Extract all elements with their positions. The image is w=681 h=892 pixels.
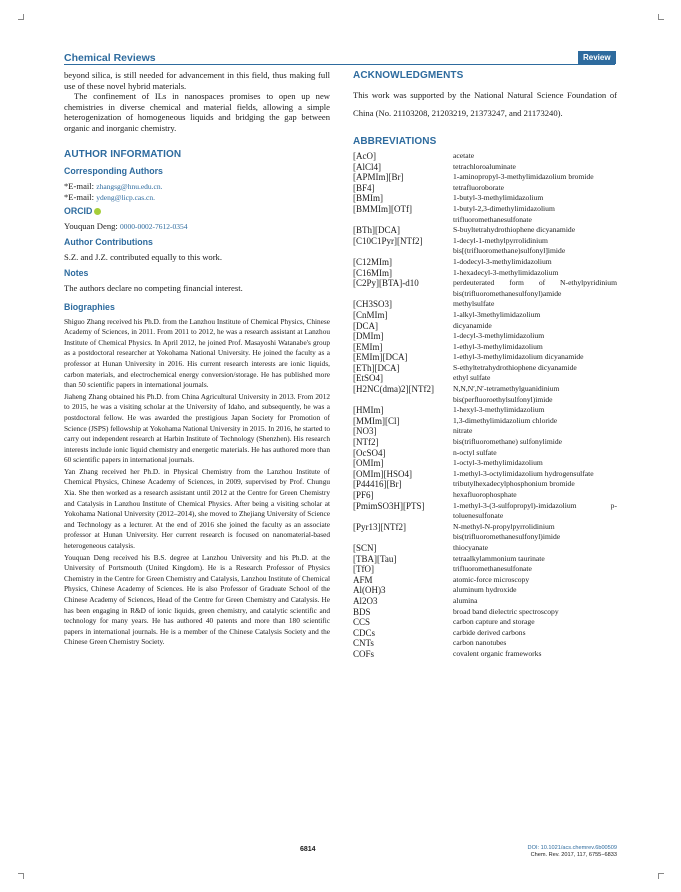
abbreviation-term: [BMMIm][OTf] — [353, 203, 412, 214]
abbreviation-definition: hexafluorophosphate — [453, 490, 517, 499]
abbreviation-definition: trifluoromethanesulfonate — [453, 564, 532, 574]
abbreviation-row — [353, 522, 617, 543]
footer-citation — [500, 845, 617, 859]
corresponding-authors-heading: Corresponding Authors — [64, 165, 163, 176]
abbreviation-row — [353, 278, 617, 299]
abbreviation-term: [P44416][Br] — [353, 479, 402, 490]
abbreviation-definition: atomic-force microscopy — [453, 574, 530, 584]
left-column — [64, 70, 330, 649]
abbreviation-term: [OMIm][HSO4] — [353, 468, 412, 479]
abbreviation-row — [353, 437, 617, 448]
abbreviation-definition: carbide derived carbons — [453, 627, 526, 637]
email-line-2 — [64, 192, 330, 203]
abbreviation-row — [353, 490, 617, 501]
abbreviation-row — [353, 405, 617, 416]
abbreviation-row — [353, 321, 617, 332]
abbreviation-row — [353, 596, 617, 607]
abbreviation-definition: perdeuterated form of N-ethylpyridinium bis(trifluoromethanesulfonyl)amide — [453, 278, 617, 298]
crop-mark — [658, 14, 664, 20]
abbreviation-definition: 1-hexyl-3-methylimidazolium — [453, 405, 545, 415]
abbreviation-term: [C16MIm] — [353, 267, 392, 278]
abbreviation-term: COFs — [353, 648, 375, 659]
abbreviation-definition: bis(trifluoromethane) sulfonylimide — [453, 437, 563, 447]
abbreviation-term: [C10C1Pyr][NTf2] — [353, 235, 423, 246]
email-link-2[interactable]: ydeng@licp.cas.cn. — [96, 192, 155, 202]
abbreviations-list — [353, 151, 617, 660]
abbreviation-row — [353, 299, 617, 310]
intro-paragraph-2: The confinement of ILs in nanospaces promises to open up new chemistries in diverse chemical and material fields, allowing a simple heterogenization of homogeneous liquids and bridging the gap between organic and inorganic chemistry. — [64, 91, 330, 133]
abbreviation-definition: 1-aminopropyl-3-methylimidazolium bromide — [453, 172, 594, 182]
author-contributions-heading: Author Contributions — [64, 236, 153, 247]
orcid-label: ORCID — [64, 205, 93, 216]
abbreviation-row — [353, 617, 617, 628]
abbreviation-term: [TBA][Tau] — [353, 553, 397, 564]
abbreviation-term: [EMIm] — [353, 341, 383, 352]
acknowledgments-heading: ACKNOWLEDGMENTS — [353, 70, 464, 81]
abbreviation-definition: dicyanamide — [453, 320, 492, 330]
abbreviation-row — [353, 479, 617, 490]
email-line-1 — [64, 181, 330, 192]
abbreviation-term: [CnMIm] — [353, 309, 388, 320]
abbreviation-definition: 1-butyl-3-methylimidazolium — [453, 193, 544, 203]
abbreviation-definition: N,N,N′,N′-tetramethylguanidinium bis(perfluoroethylsulfonyl)imide — [453, 384, 560, 404]
abbreviation-row — [353, 458, 617, 469]
crop-mark — [18, 14, 24, 20]
abbreviation-definition: covalent organic frameworks — [453, 648, 542, 658]
crop-mark — [18, 873, 24, 879]
abbreviation-definition: methylsulfate — [453, 299, 495, 309]
abbreviation-row — [353, 363, 617, 374]
abbreviation-term: [BTh][DCA] — [353, 225, 400, 236]
abbreviation-definition: 1-methyl-3-octylimidazolium hydrogensulfate — [453, 468, 594, 478]
abbreviation-term: [PF6] — [353, 490, 374, 500]
biography-paragraph: Jiaheng Zhang obtained his Ph.D. from China Agricultural University in 2013. From 2012 to 2015, he was a visiting scholar at the University of Idaho, and subsequently, he was a postdoctoral fellow. He was awarded the prestigious Japan Society for Promotion of Science (JSPS) fellowship at Yokohama National University in 2015. In 2016, he started to carry out independent research at Harbin Institute of Technology (Shenzhen). His research interests include ionic liquid chemistry and energetic materials. He has authored more than 60 scientific papers in international journals. — [64, 391, 330, 465]
abbreviation-term: [CH3SO3] — [353, 299, 393, 310]
abbreviation-definition: carbon nanotubes — [453, 638, 507, 648]
orcid-icon — [94, 208, 101, 215]
intro-paragraph-1: beyond silica, is still needed for advancement in this field, thus making full use of these novel hybrid materials. — [64, 70, 330, 91]
abbreviation-definition: ethyl sulfate — [453, 373, 491, 383]
abbreviation-row — [353, 448, 617, 459]
abbreviation-definition: 1-alkyl-3methylimidazolium — [453, 309, 541, 319]
journal-citation: Chem. Rev. 2017, 117, 6755−6833 — [530, 852, 617, 858]
abbreviation-row — [353, 268, 617, 279]
abbreviation-row — [353, 331, 617, 342]
header-rule — [64, 64, 615, 65]
abbreviation-definition: 1,3-dimethylimidazolium chloride — [453, 415, 558, 425]
abbreviation-definition: S-ethyltetrahydrothiophene dicyanamide — [453, 362, 577, 372]
abbreviation-term: [BMIm] — [353, 193, 383, 204]
abbreviation-row — [353, 628, 617, 639]
abbreviation-definition: N-methyl-N-propylpyrrolidinium bis(trifluoromethanesulfonyl)imide — [453, 521, 561, 542]
abbreviation-term: CNTs — [353, 638, 374, 649]
abbreviation-term: [PmimSO3H][PTS] — [353, 500, 425, 511]
abbreviation-term: [EMIm][DCA] — [353, 352, 408, 363]
abbreviation-definition: 1-dodecyl-3-methylimidazolium — [453, 256, 552, 266]
abbreviation-definition: 1-decyl-3-methylimidazolium — [453, 331, 545, 341]
abbreviation-row — [353, 162, 617, 173]
abbreviation-term: AFM — [353, 574, 373, 585]
abbreviation-row — [353, 204, 617, 225]
abbreviation-row — [353, 352, 617, 363]
orcid-line — [64, 221, 330, 232]
abbreviation-term: [MMIm][Cl] — [353, 415, 400, 426]
abbreviation-term: Al2O3 — [353, 595, 378, 606]
biography-paragraph: Yan Zhang received her Ph.D. in Physical Chemistry from the Lanzhou Institute of Chemical Physics, Chinese Academy of Sciences, in 2009, supervised by Prof. Chungu Xia. She then worked as a research assistant until 2012 at the Centre for Green Chemistry and Catalysis in Lanzhou Institute of Chemical Physics. After being a visiting scholar at Yokohama National University (2012–2014), she moved to Zhejiang University of Science and Technology as a lecturer. At the end of 2016 she joined the faculty as an associate professor at Hunan University. Her current research is focused on nanomaterial-based heterogeneous catalysis. — [64, 466, 330, 551]
abbreviation-definition: 1-ethyl-3-methylimidazolium dicyanamide — [453, 352, 584, 362]
abbreviation-term: [ETh][DCA] — [353, 362, 400, 373]
acknowledgments-text: This work was supported by the National Natural Science Foundation of China (No. 21103208, 21203219, 21373247, and 21173240). — [353, 90, 617, 118]
abbreviation-term: [NO3] — [353, 426, 377, 437]
abbreviation-definition: thiocyanate — [453, 542, 488, 552]
abbreviation-definition: tributylhexadecylphosphonium bromide — [453, 479, 575, 489]
abbreviation-definition: 1-decyl-1-methylpyrrolidinium bis[(trifluoromethane)sulfonyl]imide — [453, 235, 566, 256]
abbreviation-definition: S-buyltetrahydrothiophene dicyanamide — [453, 225, 576, 235]
abbreviation-row — [353, 575, 617, 586]
abbreviation-definition: alumina — [453, 595, 478, 605]
abbreviation-definition: tetraalkylammonium taurinate — [453, 553, 545, 563]
email-label: *E-mail: — [64, 180, 95, 191]
crop-mark — [658, 873, 664, 879]
abbreviation-term: Al(OH)3 — [353, 585, 386, 596]
author-information-heading: AUTHOR INFORMATION — [64, 148, 182, 160]
abbreviation-term: [DCA] — [353, 320, 378, 331]
abbreviation-definition: acetate — [453, 151, 475, 160]
abbreviation-row — [353, 607, 617, 618]
abbreviation-term: [APMIm][Br] — [353, 172, 404, 183]
abbreviation-row — [353, 469, 617, 480]
abbreviation-term: [DMIm] — [353, 331, 384, 342]
abbreviation-row — [353, 384, 617, 405]
right-column — [353, 70, 617, 660]
orcid-link[interactable]: 0000-0002-7612-0354 — [119, 221, 188, 231]
abbreviation-row — [353, 373, 617, 384]
abbreviation-term: [OcSO4] — [353, 447, 386, 458]
abbreviation-term: [C12MIm] — [353, 256, 392, 267]
abbreviation-definition: aluminum hydroxide — [453, 585, 517, 595]
abbreviation-definition: 1-hexadecyl-3-methylimidazolium — [453, 267, 559, 277]
abbreviation-term: [AcO] — [353, 151, 376, 161]
abbreviation-definition: 1-butyl-2,3-dimethylimidazolium trifluoromethanesulfonate — [453, 203, 555, 224]
email-label: *E-mail: — [64, 191, 95, 202]
notes-heading: Notes — [64, 267, 89, 278]
abbreviation-row — [353, 564, 617, 575]
abbreviation-term: CDCs — [353, 627, 376, 638]
abbreviation-term: [BF4] — [353, 182, 375, 193]
abbreviation-row — [353, 172, 617, 183]
abbreviations-heading: ABBREVIATIONS — [353, 136, 437, 147]
abbreviation-row — [353, 416, 617, 427]
abbreviation-term: [SCN] — [353, 542, 377, 553]
abbreviation-definition: 1-octyl-3-methylimidazolium — [453, 458, 543, 468]
abbreviation-definition: n-octyl sulfate — [453, 447, 497, 457]
abbreviation-term: [Pyr13][NTf2] — [353, 521, 406, 532]
abbreviation-term: BDS — [353, 606, 371, 617]
abbreviation-row — [353, 183, 617, 194]
abbreviation-term: [C2Py][BTA]-d10 — [353, 278, 419, 289]
abbreviation-term: [H2NC(dma)2][NTf2] — [353, 384, 434, 395]
abbreviation-definition: 1-ethyl-3-methylimidazolium — [453, 341, 543, 351]
orcid-heading — [64, 206, 330, 216]
orcid-author-name: Youquan Deng: — [64, 220, 118, 231]
page-number: 6814 — [300, 846, 316, 853]
biography-paragraph: Youquan Deng received his B.S. degree at Lanzhou University and his Ph.D. at the University of Portsmouth (United Kingdom). He is a Research Professor of Physics Chemistry in the Centre for Green Chemistry and Catalysis, Lanzhou Institute of Chemical Physics, Chinese Academy of Sciences. He is also Professor of Graduate School of the Chinese Academy of Sciences, Head of the Centre for Green Chemistry and Catalysis. He has been engaging in R&D of ionic liquids, green chemistry, and catalytic scientific and technology for many years. He has authored 40 patents and more than 180 scientific papers in international journals. He is a member of the Chinese Catalysis Society and the Chinese Green Chemistry Society. — [64, 552, 330, 647]
abbreviation-definition: nitrate — [453, 426, 473, 436]
abbreviation-row — [353, 585, 617, 596]
abbreviation-row — [353, 501, 617, 522]
article-type-badge: Review — [578, 51, 616, 64]
abbreviation-term: [TfO] — [353, 564, 374, 575]
abbreviation-row — [353, 543, 617, 554]
abbreviation-definition: tetrafluoroborate — [453, 182, 505, 192]
email-link-1[interactable]: zhangsg@hnu.edu.cn. — [96, 181, 163, 191]
abbreviation-term: [AlCl4] — [353, 161, 381, 172]
abbreviation-definition: carbon capture and storage — [453, 617, 535, 627]
abbreviation-row — [353, 310, 617, 321]
abbreviation-term: [NTf2] — [353, 437, 379, 448]
abbreviation-row — [353, 151, 617, 162]
abbreviation-row — [353, 426, 617, 437]
abbreviation-term: CCS — [353, 617, 371, 628]
abbreviation-row — [353, 236, 617, 257]
abbreviation-row — [353, 257, 617, 268]
author-contributions-text: S.Z. and J.Z. contributed equally to this work. — [64, 251, 223, 262]
abbreviation-row — [353, 554, 617, 565]
abbreviation-row — [353, 225, 617, 236]
doi-link[interactable]: DOI: 10.1021/acs.chemrev.6b00509 — [527, 845, 617, 851]
abbreviation-term: [EtSO4] — [353, 373, 383, 384]
abbreviation-row — [353, 342, 617, 353]
abbreviation-row — [353, 638, 617, 649]
abbreviation-definition: broad band dielectric spectroscopy — [453, 606, 559, 616]
abbreviation-term: [OMIm] — [353, 458, 384, 469]
abbreviation-definition: tetrachloroaluminate — [453, 161, 516, 171]
abbreviation-definition: 1-methyl-3-(3-sulfopropyl)-imidazolium p-toluenesulfonate — [453, 500, 617, 521]
abbreviation-row — [353, 193, 617, 204]
abbreviation-term: [HMIm] — [353, 405, 384, 416]
biography-paragraph: Shiguo Zhang received his Ph.D. from the Lanzhou Institute of Chemical Physics, Chinese Academy of Sciences, in 2011. From 2011 to 2012, he was a research assistant at Lanzhou Institute of Chemical Physics. In April 2012, he joined Prof. Masayoshi Watanabe's group as a postdoctoral researcher at Yokohama National University. He joined the faculty as a professor at Hunan University in 2016. His current research interests are ionic liquids, carbon materials, and electrochemical energy conversion/storage. He has published more than 50 scientific papers in international journals. — [64, 316, 330, 390]
abbreviation-row — [353, 649, 617, 660]
journal-title: Chemical Reviews — [64, 52, 156, 64]
notes-text: The authors declare no competing financial interest. — [64, 282, 243, 293]
biographies-heading: Biographies — [64, 301, 115, 312]
